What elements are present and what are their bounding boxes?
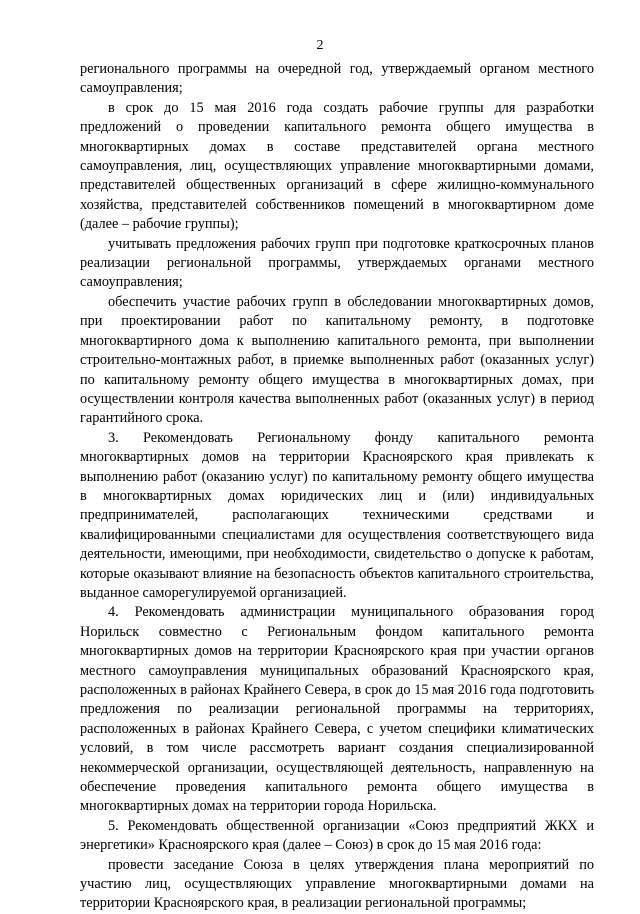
paragraph-item-3: 3. Рекомендовать Региональному фонду капитального ремонта многоквартирных домов на территории Красноярского края привлекать к выполнению работ (оказанию услуг) по капитальному ремонту общего имущества в многоквартирных домах юридических лиц и (или) индивидуальных предпринимателей, располагающих техническими средствами и квалифицированными специалистами для осуществления соответствующего вида деятельности, имеющими, при необходимости, свидетельство о допуске к работам, которые оказывают влияние на безопасность объектов капитального строительства, выданное саморегулируемой организацией. <box>80 429 594 601</box>
paragraph-union-meeting: провести заседание Союза в целях утверждения плана мероприятий по участию лиц, осуществляющих управление многоквартирными домами на территории Красноярского края, в реализации региональной программы; <box>80 856 594 912</box>
paragraph-short-term-plans: учитывать предложения рабочих групп при подготовке краткосрочных планов реализации региональной программы, утверждаемых органами местного самоуправления; <box>80 235 594 291</box>
document-body <box>80 60 594 914</box>
paragraph-continuation: регионального программы на очередной год, утверждаемый органом местного самоуправления; <box>80 61 594 97</box>
paragraph-item-4: 4. Рекомендовать администрации муниципального образования город Норильск совместно с Региональным фондом капитального ремонта многоквартирных домов на территории Красноярского края при участии органов местного самоуправления муниципальных образований Красноярского края, расположенных в районах Крайнего Севера, в срок до 15 мая 2016 года подготовить предложения по реализации региональной программы на территориях, расположенных в районах Крайнего Севера, с учетом специфики климатических условий, в том числе рассмотреть вариант создания специализированной некоммерческой организации, осуществляющей деятельность, направленную на обеспечение проведения капитального ремонта общего имущества в многоквартирных домах на территории города Норильска. <box>80 604 594 815</box>
paragraph-working-groups: в срок до 15 мая 2016 года создать рабочие группы для разработки предложений о проведении капитального ремонта общего имущества в многоквартирных домах в составе представителей органа местного самоуправления, лиц, осуществляющих управление многоквартирными домами, представителей общественных организаций в сфере жилищно-коммунального хозяйства, представителей собственников помещений в многоквартирном доме (далее – рабочие группы); <box>80 99 594 233</box>
page-number: 2 <box>316 38 324 53</box>
paragraph-participation: обеспечить участие рабочих групп в обследовании многоквартирных домов, при проектировании работ по капитальному ремонту, в подготовке многоквартирного дома к выполнению капитального ремонта, при выполнении строительно-монтажных работ, в приемке выполненных работ (оказанных услуг) по капитальному ремонту общего имущества в многоквартирных домах, при осуществлении контроля качества выполненных работ (оказанных услуг) в период гарантийного срока. <box>80 293 594 427</box>
paragraph-item-5: 5. Рекомендовать общественной организации «Союз предприятий ЖКХ и энергетики» Красноярского края (далее – Союз) в срок до 15 мая 2016 года: <box>80 817 594 854</box>
